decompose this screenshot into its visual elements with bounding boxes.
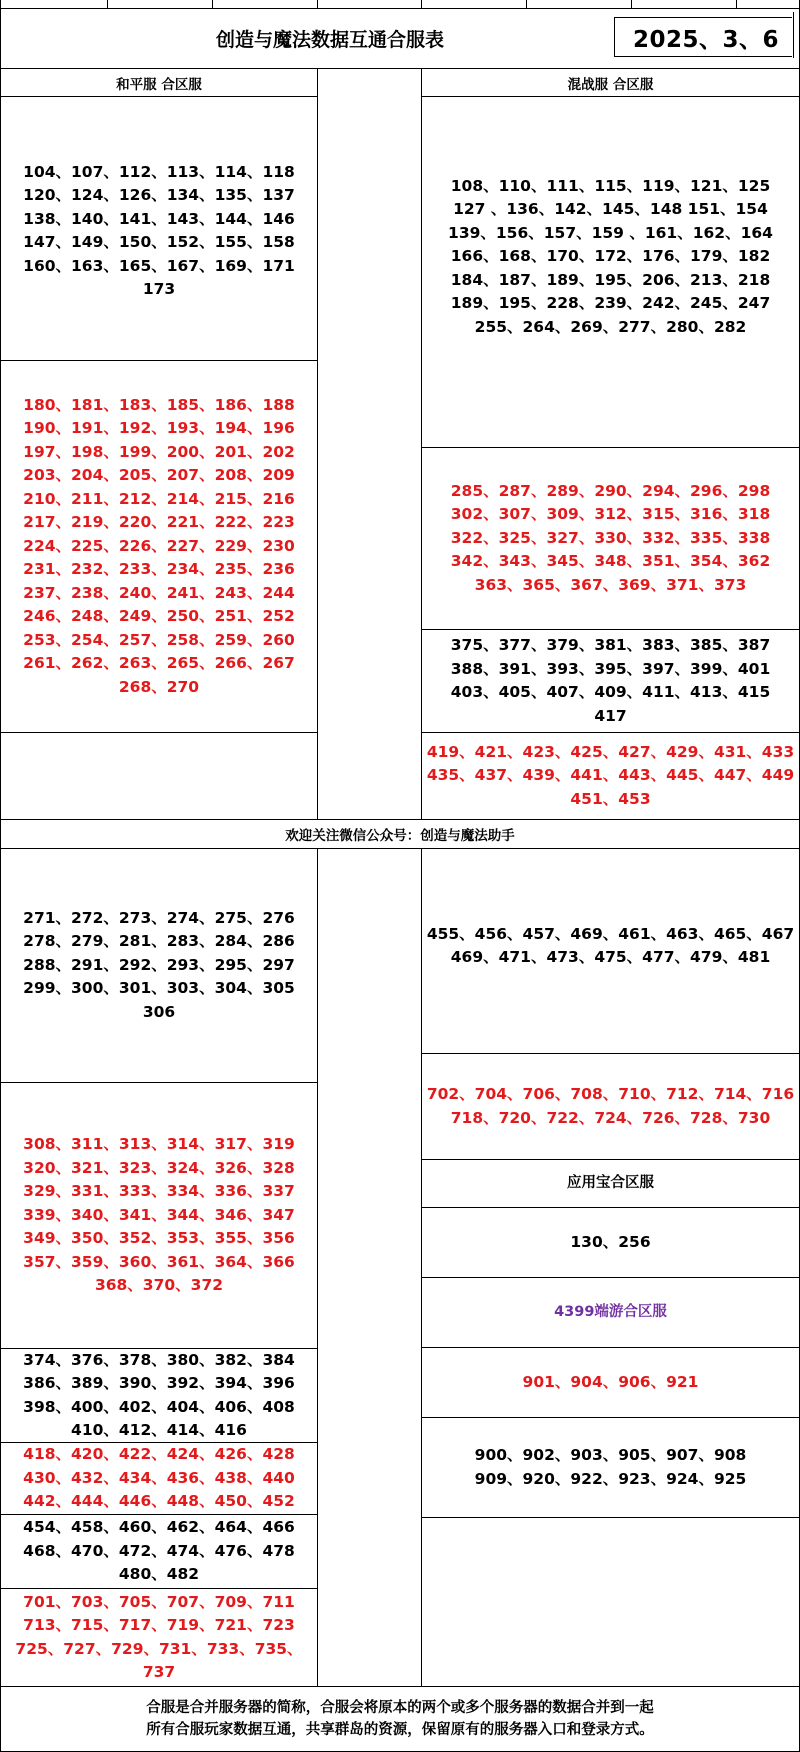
grid-line xyxy=(421,0,422,8)
right-column-header: 混战服 合区服 xyxy=(567,76,654,93)
server-list: 702、704、706、708、710、712、714、716 718、720、722、724、726、728、730 xyxy=(426,1085,795,1127)
server-list: 130、256 xyxy=(570,1232,651,1251)
server-list: 455、456、457、469、461、463、465、467 469、471、473、475、477、479、481 xyxy=(426,924,795,966)
server-list: 419、421、423、425、427、429、431、433 435、437、439、441、443、445、447、449 451、453 xyxy=(426,742,795,808)
grid-line xyxy=(631,0,632,8)
title-text: 创造与魔法数据互通合服表 xyxy=(215,29,444,51)
server-list: 374、376、378、380、382、384 386、389、390、392、394、396 398、400、402、404、406、408 410、412、414、416 xyxy=(23,1350,295,1439)
right-group-1 xyxy=(421,97,800,447)
server-list: 180、181、183、185、186、188 190、191、192、193、194、196 197、198、199、200、201、202 203、204、205、207、208、209 210、211、212、214、215、216 217、219、220、221、222、223 224、225、226、227、229、230 231、232、233、234、235、236 237、238、240、241、243、244 246、248、249、250、251、252 253、254、257、258、259、260 261、262、263、265、266、267 268、270 xyxy=(23,395,295,696)
right-group-8 xyxy=(421,1208,800,1277)
left-group-6 xyxy=(0,1349,318,1442)
footer-line-1: 合服是合并服务器的简称，合服会将原本的两个或多个服务器的数据合并到一起 xyxy=(146,1700,654,1716)
grid-line xyxy=(212,0,213,8)
server-list: 901、904、906、921 xyxy=(522,1372,699,1391)
left-column-header: 和平服 合区服 xyxy=(116,76,202,93)
server-list: 271、272、273、274、275、276 278、279、281、283、284、286 288、291、292、293、295、297 299、300、301、303、304、305 306 xyxy=(23,908,295,1021)
right-group-5 xyxy=(421,849,800,1053)
left-group-8 xyxy=(0,1515,318,1588)
right-group-2 xyxy=(421,448,800,629)
server-list: 108、110、111、115、119、121、125 127 、136、142、145、148 151、154 139、156、157、159 、161、162、164 166、168、170、172、176、179、182 184、187、189、195、206、213、218 189、195、228、239、242、245、247 255、264、269、277、280、282 xyxy=(448,176,773,336)
grid-line xyxy=(526,0,527,8)
right-group-10 xyxy=(421,1348,800,1417)
server-list: 104、107、112、113、114、118 120、124、126、134、135、137 138、140、141、143、144、146 147、149、150、152、155、158 160、163、165、167、169、171 173 xyxy=(23,162,295,298)
right-group-6 xyxy=(421,1054,800,1159)
left-group-9 xyxy=(0,1589,318,1686)
right-group-3 xyxy=(421,630,800,732)
left-group-7 xyxy=(0,1443,318,1514)
grid-line xyxy=(317,0,318,8)
date-label xyxy=(620,17,792,57)
left-group-4 xyxy=(0,849,318,1082)
section-header: 4399端游合区服 xyxy=(554,1303,667,1320)
right-group-12 xyxy=(421,1518,800,1686)
footer-note xyxy=(0,1687,800,1751)
wechat-notice: 欢迎关注微信公众号：创造与魔法助手 xyxy=(285,828,515,844)
date-text: 2025、3、6 xyxy=(632,26,780,53)
left-group-5 xyxy=(0,1083,318,1348)
right-group-9 xyxy=(421,1278,800,1347)
server-list: 375、377、379、381、383、385、387 388、391、393、395、397、399、401 403、405、407、409、411、413、415 417 xyxy=(450,636,771,725)
left-group-1 xyxy=(0,97,318,360)
grid-line xyxy=(107,0,108,8)
left-group-3 xyxy=(0,733,318,819)
page-title xyxy=(0,9,620,68)
right-group-4 xyxy=(421,733,800,819)
grid-line xyxy=(736,0,737,8)
server-list: 701、703、705、707、709、711 713、715、717、719、721、723 725、727、729、731、733、735、 737 xyxy=(15,1592,303,1681)
section-header: 应用宝合区服 xyxy=(567,1174,654,1191)
grid-line xyxy=(793,12,794,58)
right-group-11 xyxy=(421,1418,800,1517)
right-group-7 xyxy=(421,1160,800,1207)
server-list: 418、420、422、424、426、428 430、432、434、436、438、440 442、444、446、448、450、452 xyxy=(23,1445,295,1511)
footer-line-2: 所有合服玩家数据互通，共享群岛的资源，保留原有的服务器入口和登录方式。 xyxy=(146,1722,654,1738)
server-list: 285、287、289、290、294、296、298 302、307、309、312、315、316、318 322、325、327、330、332、335、338 342、343、345、348、351、354、362 363、365、367、369、371、373 xyxy=(450,481,771,594)
server-list: 900、902、903、905、907、908 909、920、922、923、924、925 xyxy=(474,1446,747,1488)
left-group-2 xyxy=(0,361,318,732)
server-list: 308、311、313、314、317、319 320、321、323、324、326、328 329、331、333、334、336、337 339、340、341、344、346、347 349、350、352、353、355、356 357、359、360、361、364、366 368、370、372 xyxy=(23,1135,295,1295)
server-list: 454、458、460、462、464、466 468、470、472、474、476、478 480、482 xyxy=(23,1518,295,1584)
